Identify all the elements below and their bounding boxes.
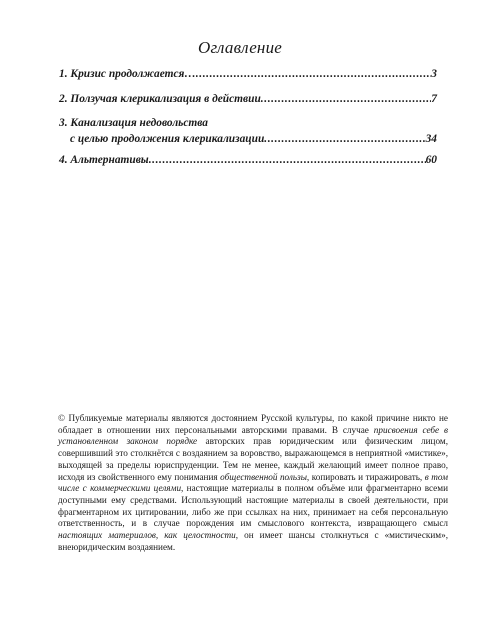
notice-emphasis: присвоения себе в установленном законом порядке [58, 424, 449, 447]
toc-entry-4[interactable] [59, 154, 437, 167]
notice-emphasis: настоящих материалов, как целостности [58, 530, 236, 541]
toc-entry-2[interactable] [59, 93, 437, 106]
toc-page-number: 34 [425, 133, 437, 145]
copyright-notice [58, 413, 448, 553]
toc-dot-leader [264, 133, 425, 146]
toc-entry-3[interactable] [59, 117, 437, 146]
toc-dot-leader [196, 68, 432, 81]
toc-entry-1[interactable] [59, 68, 437, 81]
toc-entry-title-line1: 3. Канализация недовольства [59, 117, 209, 129]
toc-dot-leader [149, 154, 426, 167]
notice-text: , настоящие материалы в полном объёме или фрагментарно всеми доступными ему средствами. Использующий настоящие материалы в своей деятельности, при фрагментарном их цитировании, либо же при ссылках на них, принимает на себя персональную ответственность, и в случае порождения им смыслового контекста, извращающего смысл [58, 483, 448, 529]
notice-emphasis: общественной пользы [220, 471, 307, 482]
page-title: Оглавление [197, 38, 283, 57]
toc-entry-title: 4. Альтернативы [59, 154, 149, 166]
toc-entry-title: 1. Кризис продолжается… [59, 68, 196, 80]
toc-entry-title: с целью продолжения клерикализации [70, 133, 265, 145]
toc-dot-leader [261, 93, 432, 106]
copyright-paragraph [58, 413, 448, 553]
notice-text: © Публикуемые материалы являются достоянием Русской культуры, по какой причине никто не обладает в отношении них персональными авторскими правами. В случае [58, 413, 448, 435]
notice-text: авторских прав юридическим или физическим лицом, совершивший это столкнётся с воздаянием за воровство, выражающемся в неприятной «мистике», выходящей за пределы юриспруденции. Тем не менее, каждый желающий имеет полное право, исходя из свойственного ему понимания [58, 436, 448, 482]
toc-entry-title: 2. Ползучая клерикализация в действии [59, 93, 261, 105]
toc-page-number: 60 [425, 154, 437, 166]
notice-text: , копировать и тиражировать, [306, 471, 425, 482]
toc-page-number: 3 [431, 68, 437, 80]
toc-page-number: 7 [431, 93, 437, 105]
notice-emphasis: в том числе с коммерческими целями [58, 471, 449, 494]
notice-text: , он имеет шансы столкнуться с «мистическим», внеюридическим воздаянием. [58, 530, 449, 552]
